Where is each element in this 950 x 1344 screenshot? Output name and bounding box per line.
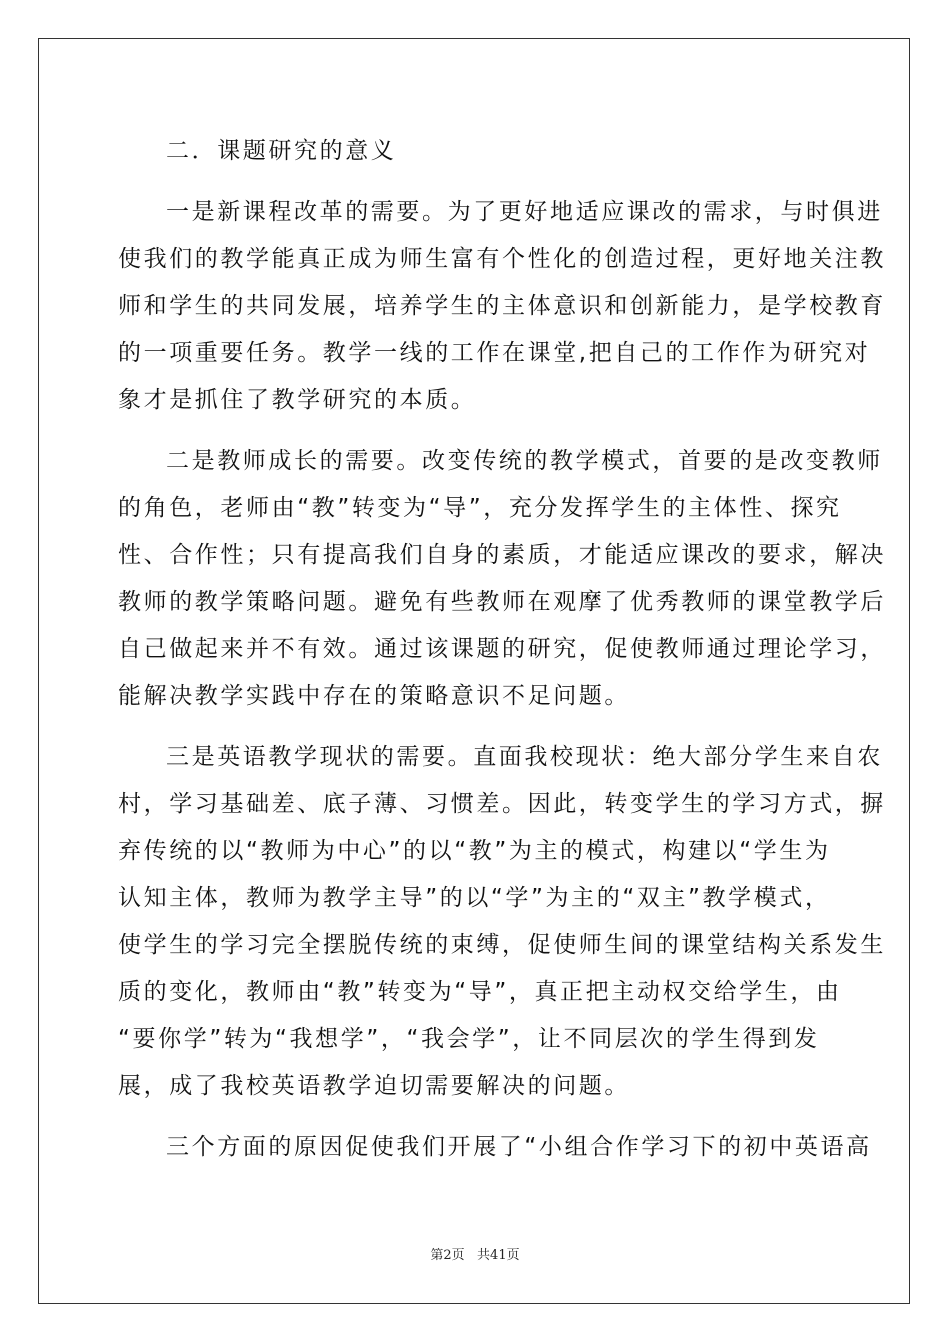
text-line: 认知主体，教师为教学主导”的以“学”为主的“双主”教学模式， [118, 885, 831, 911]
paragraph-2 [118, 438, 886, 720]
paragraph-1 [118, 189, 886, 424]
text-line: 一是新课程改革的需要。为了更好地适应课改的需求，与时俱进 [166, 199, 883, 225]
text-line: 自己做起来并不有效。通过该课题的研究，促使教师通过理论学习， [118, 636, 886, 662]
text-line: 三个方面的原因促使我们开展了“小组合作学习下的初中英语高 [166, 1134, 872, 1160]
paragraph-3 [118, 734, 886, 1110]
text-line: 教师的教学策略问题。避免有些教师在观摩了优秀教师的课堂教学后 [118, 589, 886, 615]
text-line: 质的变化，教师由“教”转变为“导”，真正把主动权交给学生，由 [118, 979, 842, 1005]
text-line: 展，成了我校英语教学迫切需要解决的问题。 [118, 1073, 630, 1099]
document-body [118, 128, 886, 1171]
page-footer: 第2页 共41页 [430, 1248, 520, 1263]
text-line: 能解决教学实践中存在的策略意识不足问题。 [118, 683, 630, 709]
text-line: 师和学生的共同发展，培养学生的主体意识和创新能力，是学校教育 [118, 293, 886, 319]
text-line: 弃传统的以“教师为中心”的以“教”为主的模式，构建以“学生为 [118, 838, 831, 864]
text-line: 二是教师成长的需要。改变传统的教学模式，首要的是改变教师 [166, 448, 883, 474]
paragraph-4 [118, 1124, 872, 1171]
text-line: 的角色，老师由“教”转变为“导”，充分发挥学生的主体性、探究 [118, 495, 842, 521]
text-line: 的一项重要任务。教学一线的工作在课堂,把自己的工作作为研究对 [118, 340, 871, 366]
text-line: 象才是抓住了教学研究的本质。 [118, 387, 477, 413]
section-heading: 二．课题研究的意义 [166, 138, 397, 164]
text-line: “要你学”转为“我想学”，“我会学”，让不同层次的学生得到发 [118, 1026, 820, 1052]
text-line: 三是英语教学现状的需要。直面我校现状：绝大部分学生来自农 [166, 744, 883, 770]
text-line: 使学生的学习完全摆脱传统的束缚，促使师生间的课堂结构关系发生 [118, 932, 886, 958]
text-line: 村，学习基础差、底子薄、习惯差。因此，转变学生的学习方式，摒 [118, 791, 886, 817]
text-line: 使我们的教学能真正成为师生富有个性化的创造过程，更好地关注教 [118, 246, 886, 272]
text-line: 性、合作性；只有提高我们自身的素质，才能适应课改的要求，解决 [118, 542, 886, 568]
